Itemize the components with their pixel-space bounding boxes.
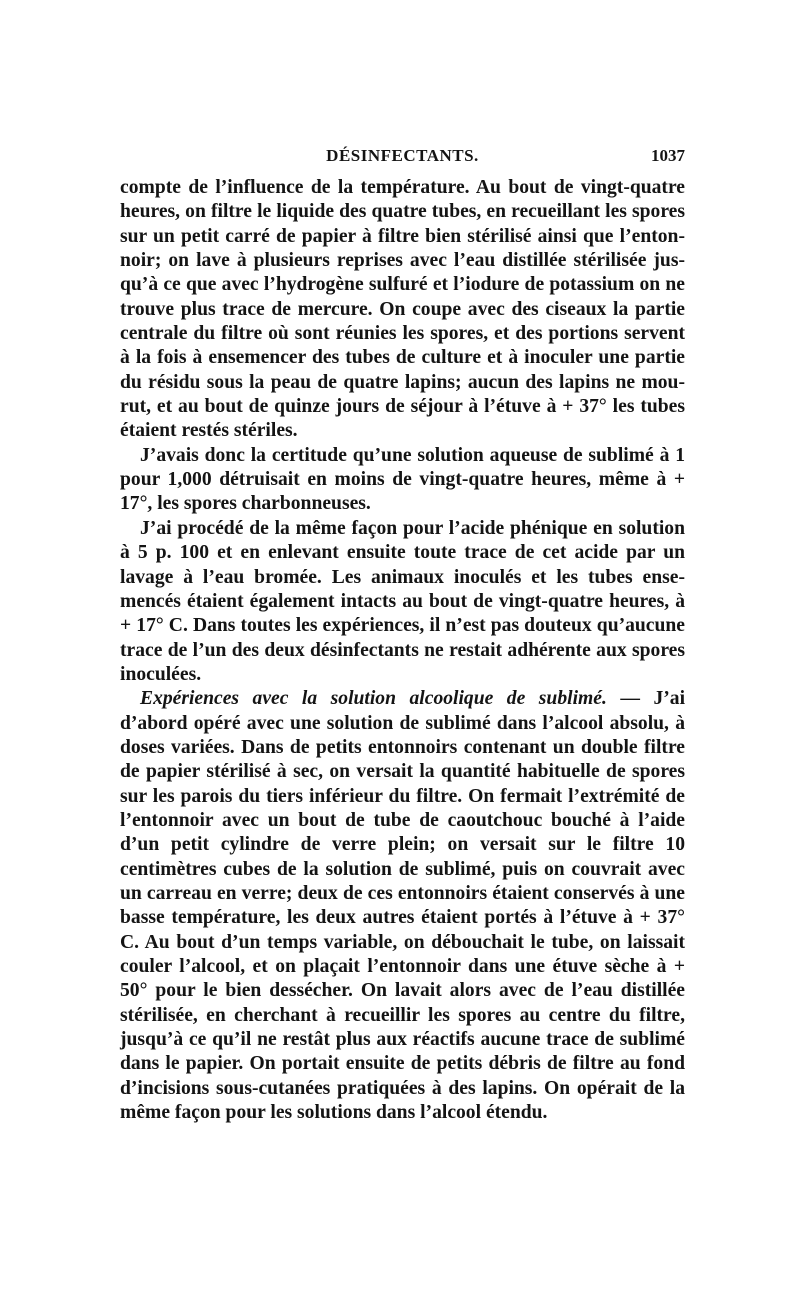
- running-title: DÉSINFECTANTS.: [326, 146, 479, 165]
- paragraph-4-text: — J’ai d’abord opéré avec une solution de sublimé dans l’alcool absolu, à doses variées. Dans de petits entonnoirs contenant un double filtre de papier stérilisé à sec, on versait la quantité habituelle de spores sur les parois du tiers inférieur du filtre. On fermait l’extrémité de l’entonnoir avec un bout de tube de caoutchouc bouché à l’aide d’un petit cylindre de verre plein; on versait sur le filtre 10 centimètres cubes de la solution de sublimé, puis on couvrait avec un carreau en verre; deux de ces entonnoirs étaient conservés à une basse température, les deux autres étaient portés à l’étuve à + 37° C. Au bout d’un temps variable, on débouchait le tube, on laissait couler l’alcool, et on plaçait l’entonnoir dans une étuve sèche à + 50° pour le bien dessécher. On lavait alors avec de l’eau distillée stérilisée, en cherchant à recueillir les spores au centre du filtre, jusqu’à ce qu’il ne restât plus aux réactifs aucune trace de sublimé dans le papier. On portait ensuite de petits débris de filtre au fond d’incisions sous-cutanées pratiquées à des lapins. On opérait de la même façon pour les solutions dans l’alcool étendu.: [120, 688, 686, 1124]
- page-number: 1037: [651, 146, 685, 165]
- running-head: [120, 146, 685, 170]
- paragraph-1: compte de l’influence de la température. Au bout de vingt-quatre heures, on filtre le liquide des quatre tubes, en recueillant les spores sur un petit carré de papier à filtre bien stérilisé ainsi que l’entonnoir; on lave à plusieurs reprises avec l’eau distillée stérilisée jusqu’à ce que avec l’hydrogène sulfuré et l’iodure de potassium on ne trouve plus trace de mercure. On coupe avec des ciseaux la partie centrale du filtre où sont réunies les spores, et des portions servent à la fois à ensemencer des tubes de culture et à inoculer une partie du résidu sous la peau de quatre lapins; aucun des lapins ne mourut, et au bout de quinze jours de séjour à l’étuve à + 37° les tubes étaient restés stériles.: [120, 177, 685, 442]
- paragraph-4: [120, 687, 685, 1125]
- section-heading: Expériences avec la solution alcoolique de sublimé.: [140, 688, 607, 710]
- body-text: [120, 176, 685, 1125]
- paragraph-2: J’avais donc la certitude qu’une solution aqueuse de sublimé à 1 pour 1,000 détruisait en moins de vingt-quatre heures, même à + 17°, les spores charbonneuses.: [120, 444, 685, 515]
- paragraph-3: J’ai procédé de la même façon pour l’acide phénique en solution à 5 p. 100 et en enlevant ensuite toute trace de cet acide par un lavage à l’eau bromée. Les animaux inoculés et les tubes ensemencés étaient également intacts au bout de vingt-quatre heures, à + 17° C. Dans toutes les expériences, il n’est pas douteux qu’aucune trace de l’un des deux désinfectants ne restait adhérente aux spores inoculées.: [120, 517, 685, 685]
